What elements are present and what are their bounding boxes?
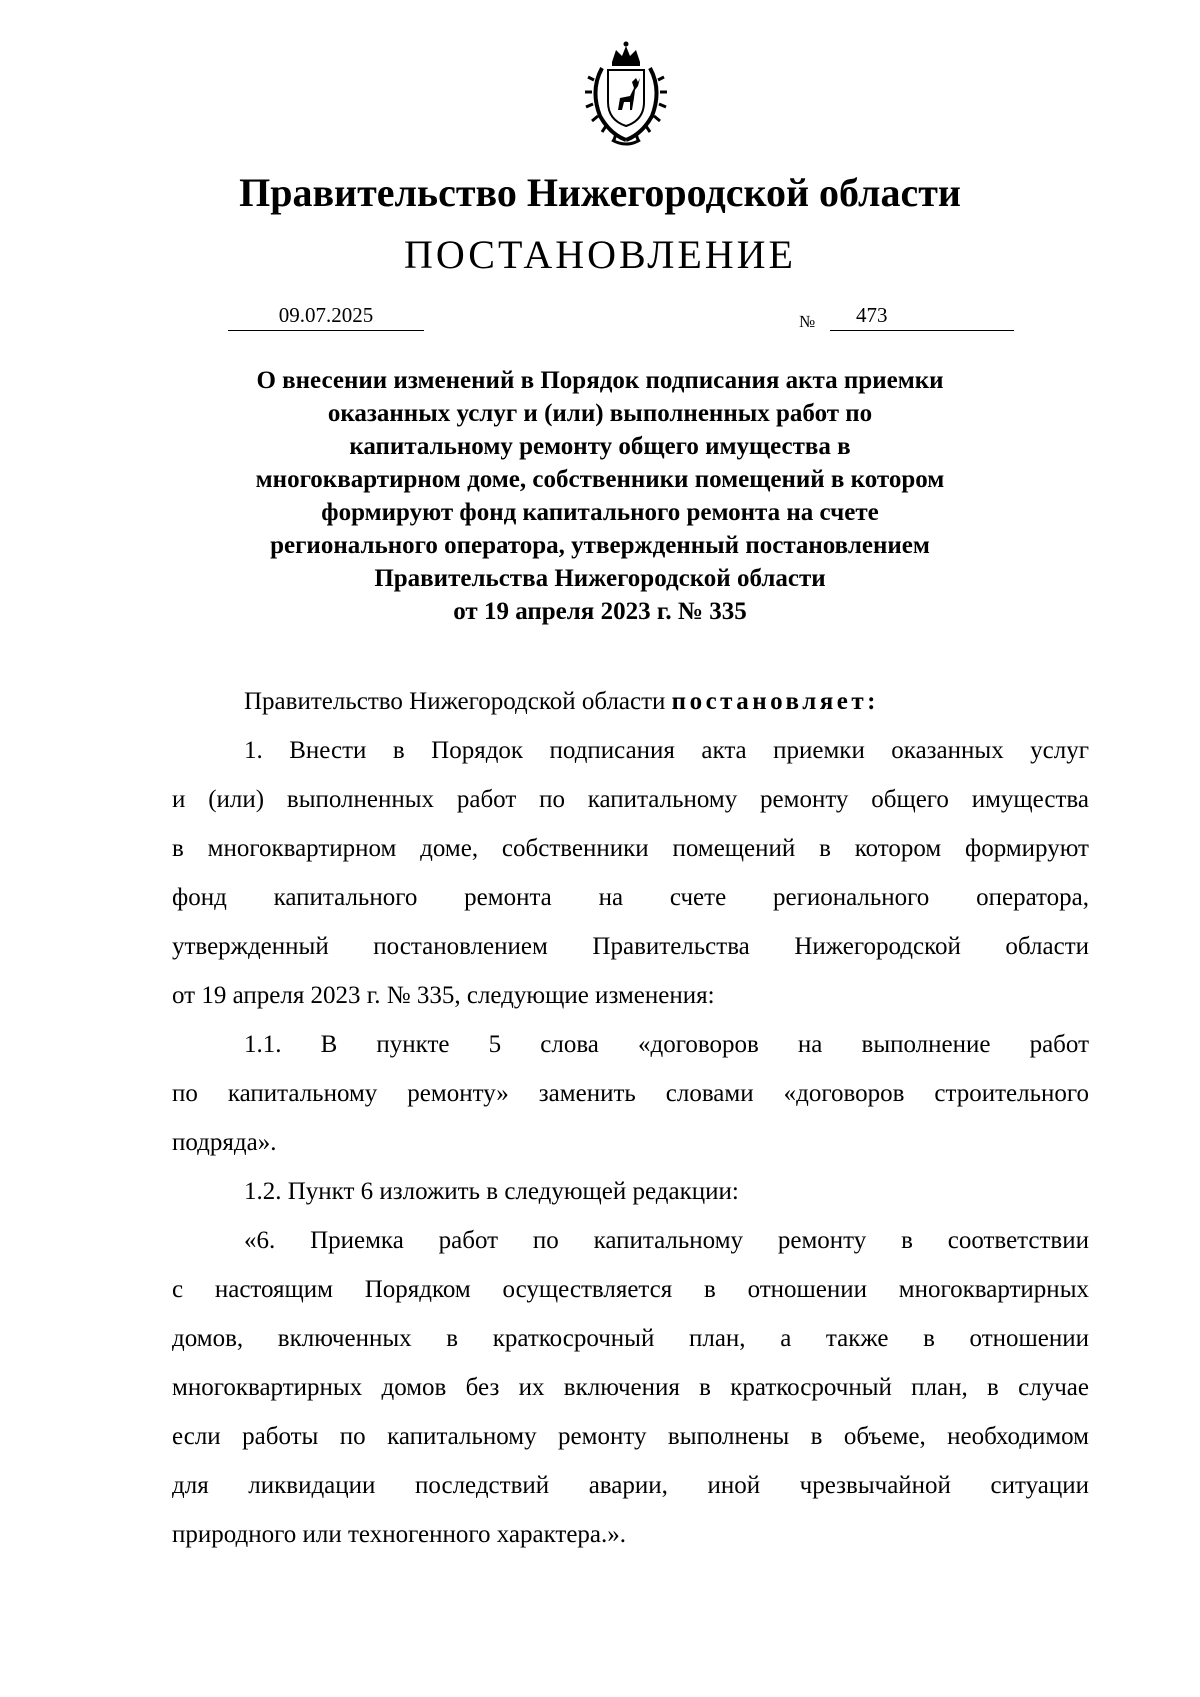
paragraph-line: по капитальному ремонту» заменить словами «договоров строительного	[172, 1080, 1089, 1107]
subject-line: формируют фонд капитального ремонта на счете	[321, 499, 879, 526]
paragraph-1-1	[172, 1031, 1089, 1178]
government-title: Правительство Нижегородской области	[239, 170, 961, 215]
paragraph-line: фонд капитального ремонта на счете регионального оператора,	[172, 884, 1089, 911]
paragraph-line: и (или) выполненных работ по капитальному ремонту общего имущества	[172, 786, 1089, 813]
paragraph-line: многоквартирных домов без их включения в краткосрочный план, в случае	[172, 1374, 1089, 1401]
paragraph-line: в многоквартирном доме, собственники помещений в котором формируют	[172, 835, 1089, 862]
intro-text: Правительство Нижегородской области	[244, 688, 666, 715]
subject-line: от 19 апреля 2023 г. № 335	[453, 598, 747, 625]
subject-line: капитальному ремонту общего имущества в	[349, 433, 851, 460]
paragraph-line: природного или техногенного характера.».	[172, 1521, 627, 1548]
document-number: 473	[856, 303, 888, 327]
paragraph-line: утвержденный постановлением Правительства Нижегородской области	[172, 933, 1089, 960]
paragraph-line: для ликвидации последствий аварии, иной чрезвычайной ситуации	[172, 1472, 1089, 1499]
paragraph-line: с настоящим Порядком осуществляется в отношении многоквартирных	[172, 1276, 1089, 1303]
intro-paragraph	[172, 688, 1089, 737]
document-number-field	[830, 302, 1014, 331]
paragraph-line: 1.2. Пункт 6 изложить в следующей редакции:	[244, 1178, 739, 1205]
paragraph-line: от 19 апреля 2023 г. № 335, следующие изменения:	[172, 982, 715, 1009]
paragraph-line: подряда».	[172, 1129, 277, 1156]
paragraph-line: 1.1. В пункте 5 слова «договоров на выполнение работ	[244, 1031, 1089, 1058]
document-date: 09.07.2025	[228, 302, 424, 331]
subject-line: оказанных услуг и (или) выполненных работ по	[327, 400, 873, 427]
coat-of-arms-icon	[572, 40, 680, 148]
paragraph-line: если работы по капитальному ремонту выполнены в объеме, необходимом	[172, 1423, 1089, 1450]
subject-line: О внесении изменений в Порядок подписания акта приемки	[256, 367, 944, 394]
subject-line: многоквартирном доме, собственники помещений в котором	[255, 466, 945, 493]
paragraph-line: «6. Приемка работ по капитальному ремонту в соответствии	[244, 1227, 1089, 1254]
paragraph-line: 1. Внести в Порядок подписания акта приемки оказанных услуг	[244, 737, 1089, 764]
paragraph-1-2	[172, 1178, 1089, 1227]
subject-line: Правительства Нижегородской области	[374, 565, 826, 592]
paragraph-point-6	[172, 1227, 1089, 1570]
document-body	[172, 688, 1089, 1570]
document-subject	[200, 364, 1000, 628]
subject-line: регионального оператора, утвержденный постановлением	[270, 532, 930, 559]
paragraph-1	[172, 737, 1089, 1031]
paragraph-line: домов, включенных в краткосрочный план, а также в отношении	[172, 1325, 1089, 1352]
number-sign: №	[799, 312, 816, 331]
document-type: ПОСТАНОВЛЕНИЕ	[404, 232, 796, 277]
intro-verb: постановляет:	[671, 688, 879, 715]
